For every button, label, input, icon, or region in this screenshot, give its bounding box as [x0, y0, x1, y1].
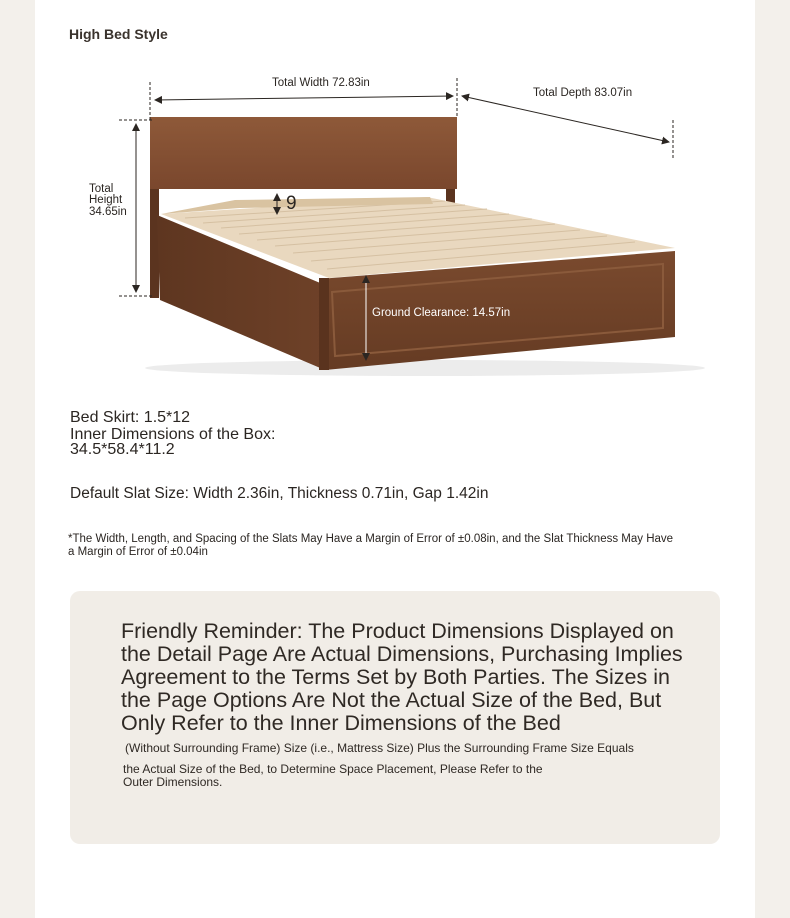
margin-of-error-note: *The Width, Length, and Spacing of the Slats May Have a Margin of Error of ±0.08in, and the Slat Thickness May Have a Margin of Error of ±0.04in: [68, 533, 674, 558]
section-title: High Bed Style: [69, 26, 168, 42]
inner-dimensions-spec: Inner Dimensions of the Box: 34.5*58.4*11.2: [70, 426, 276, 458]
headboard: [150, 117, 457, 189]
reminder-body-line: (Without Surrounding Frame) Size (i.e., Mattress Size) Plus the Surrounding Frame Size Equals: [125, 741, 634, 755]
ground-clearance-label: Ground Clearance: 14.57in: [372, 307, 511, 319]
friendly-reminder-box: [70, 591, 720, 844]
slat-gap-mark: 9: [286, 193, 297, 214]
total-width-label: Total Width 72.83in: [272, 77, 370, 89]
total-depth-label: Total Depth 83.07in: [533, 87, 633, 99]
reminder-body-line: the Actual Size of the Bed, to Determine Space Placement, Please Refer to the Outer Dimensions.: [123, 762, 543, 789]
depth-arrow: [462, 96, 669, 142]
bed-dimension-diagram: [35, 0, 755, 400]
total-height-label: Total Height 34.65in: [89, 183, 127, 218]
slat-size-spec: Default Slat Size: Width 2.36in, Thickness 0.71in, Gap 1.42in: [70, 485, 489, 502]
reminder-heading: Friendly Reminder: The Product Dimensions Displayed on the Detail Page Are Actual Dimensions, Purchasing Implies Agreement to the Terms Set by Both Parties. The Sizes in the Page Options Are Not the Actual Size of the Bed, But Only Refer to the Inner Dimensions of the Bed: [121, 619, 683, 735]
corner-post: [319, 278, 329, 370]
floor-shadow: [145, 360, 705, 376]
bed-skirt-spec: Bed Skirt: 1.5*12: [70, 409, 191, 426]
width-arrow: [155, 96, 453, 100]
